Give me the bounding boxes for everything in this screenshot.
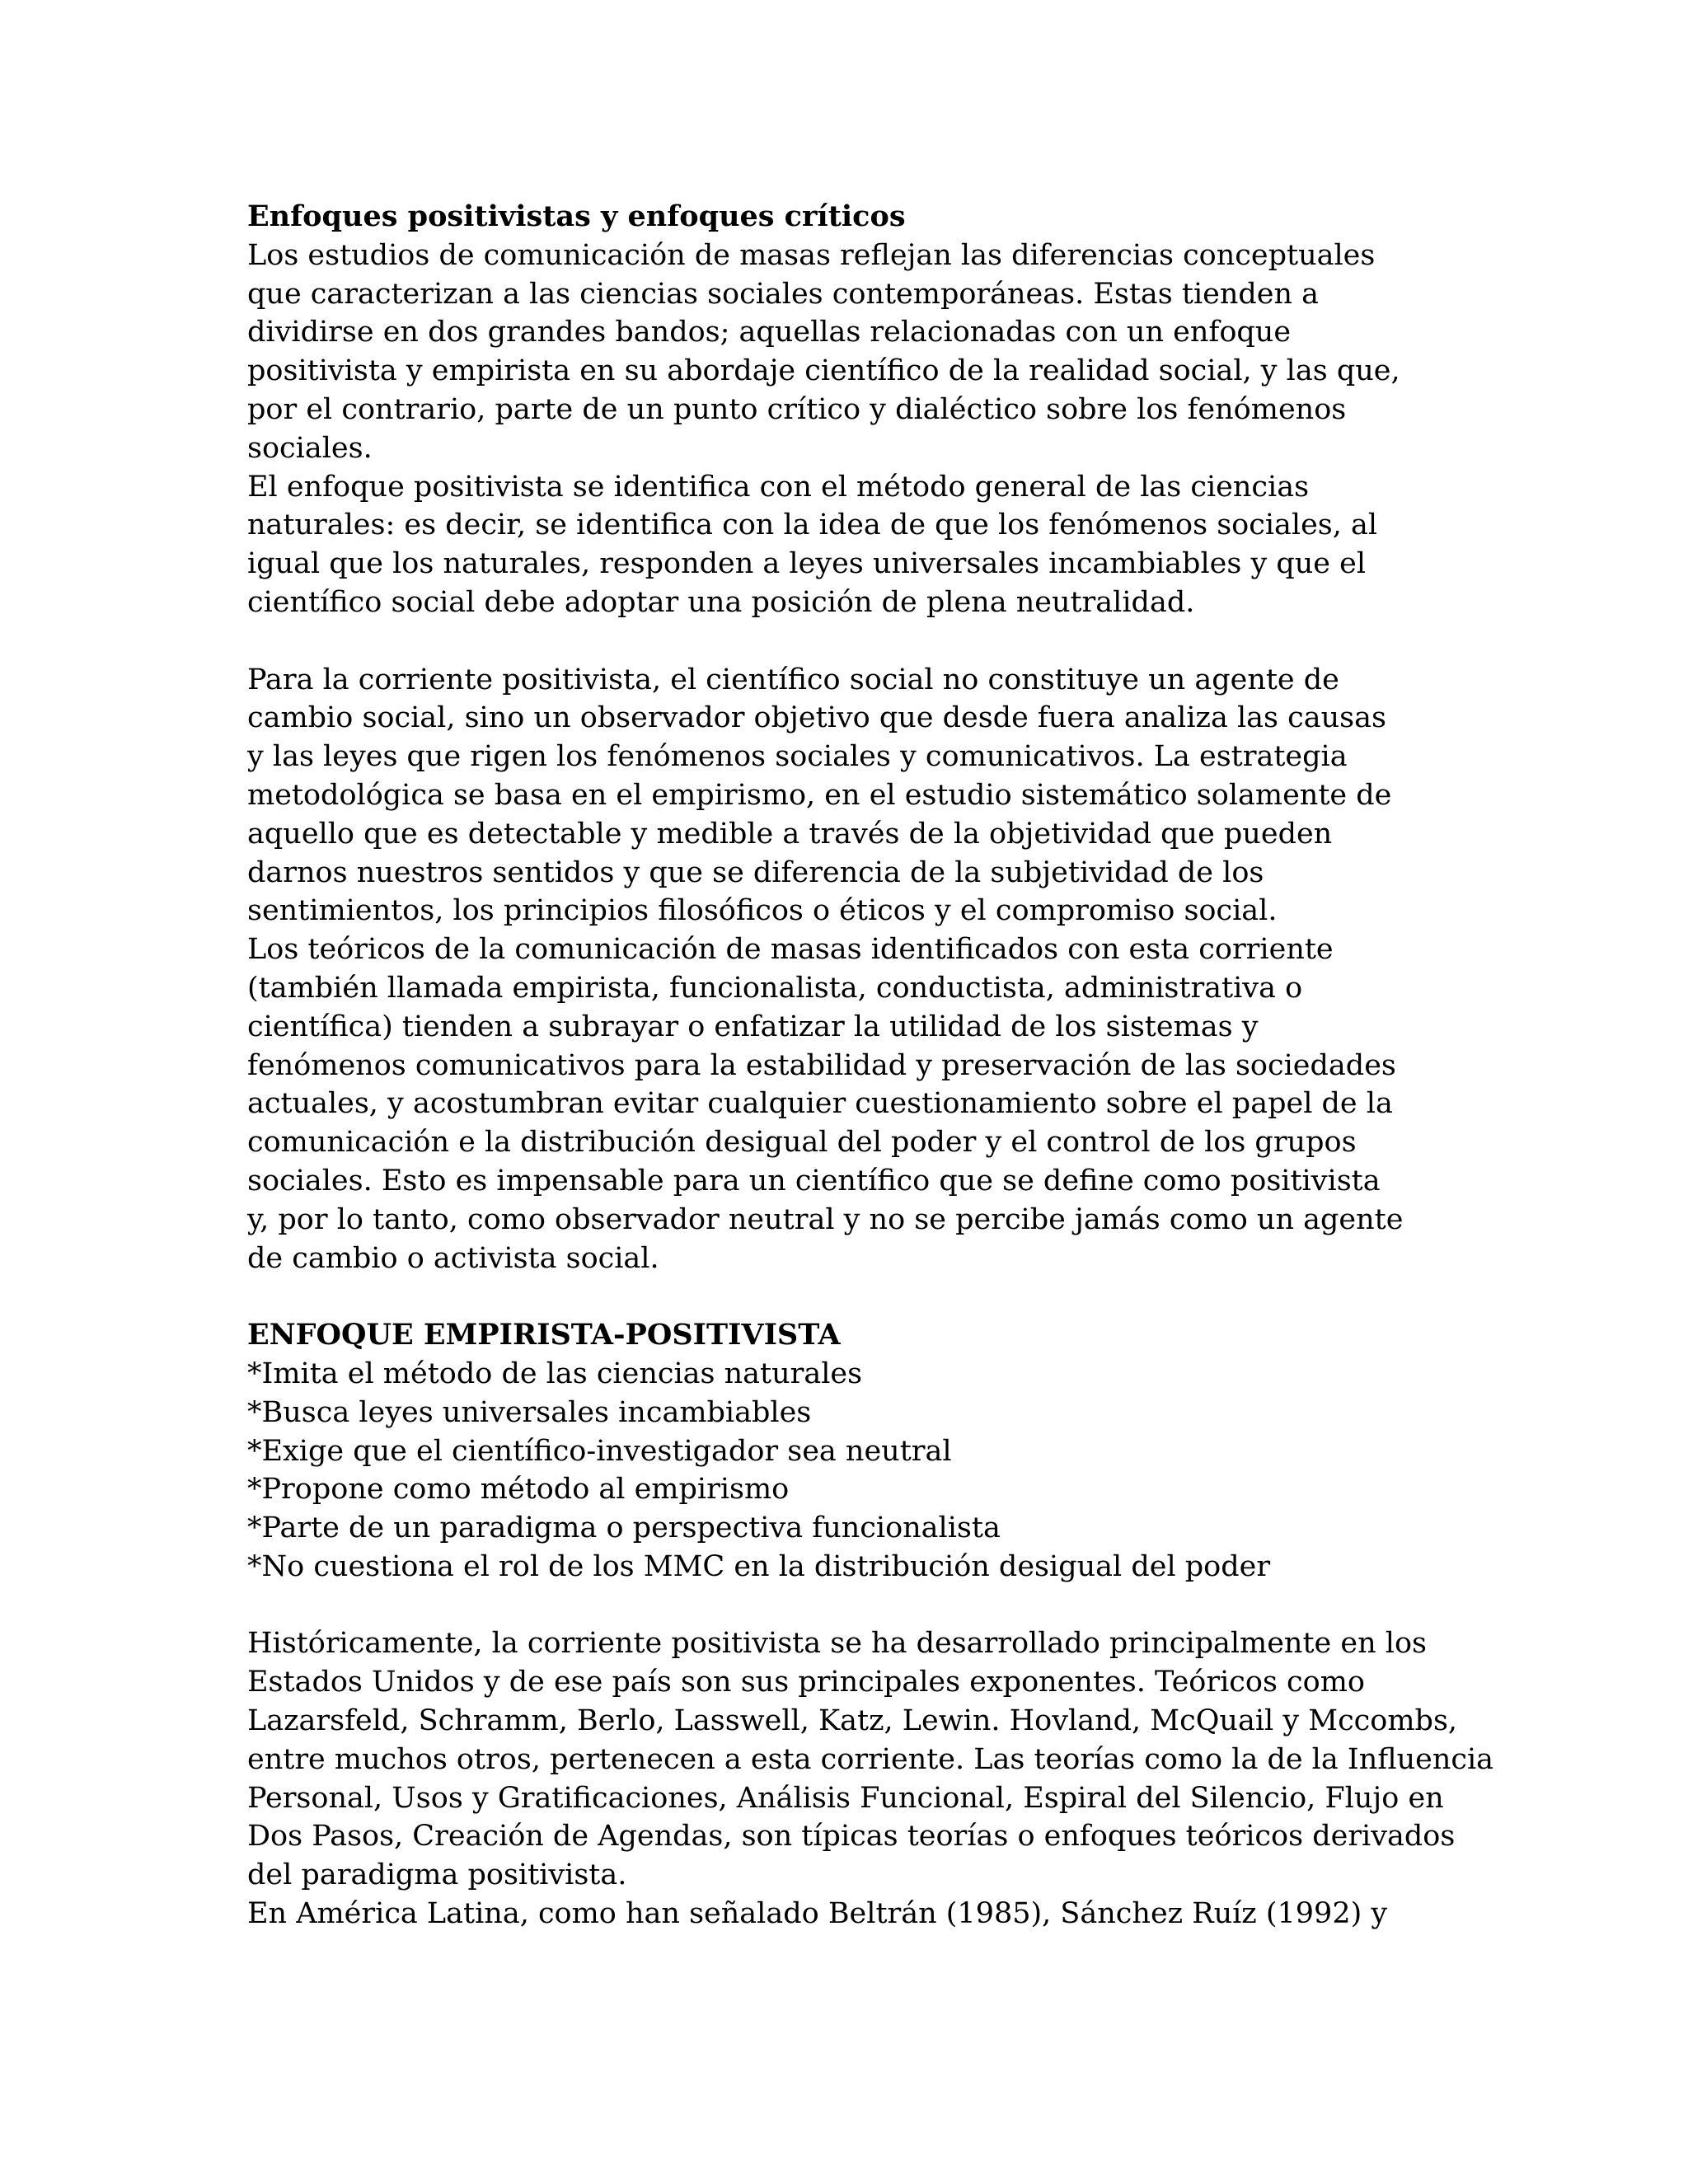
section-heading: Enfoques positivistas y enfoques críticos (247, 199, 906, 233)
text-line: fenómenos comunicativos para la estabilidad y preservación de las sociedades (247, 1048, 1396, 1082)
text-line: dividirse en dos grandes bandos; aquellas relacionadas con un enfoque (247, 316, 1292, 349)
text-line: del paradigma positivista. (247, 1858, 627, 1892)
text-line: Lazarsfeld, Schramm, Berlo, Lasswell, Katz, Lewin. Hovland, McQuail y Mccombs, (247, 1704, 1458, 1738)
paragraph-spacer (247, 622, 1467, 661)
text-line: Los estudios de comunicación de masas reflejan las diferencias conceptuales (247, 238, 1376, 272)
list-item: *Exige que el científico-investigador sea neutral (247, 1434, 952, 1468)
document-body (247, 198, 1494, 1933)
text-line: En América Latina, como han señalado Beltrán (1985), Sánchez Ruíz (1992) y (247, 1897, 1388, 1931)
text-line: darnos nuestros sentidos y que se diferencia de la subjetividad de los (247, 855, 1264, 889)
text-line: científica) tienden a subrayar o enfatizar la utilidad de los sistemas y (247, 1010, 1259, 1043)
text-line: sentimientos, los principios filosóficos o éticos y el compromiso social. (247, 894, 1278, 928)
text-line: igual que los naturales, responden a leyes universales incambiables y que el (247, 547, 1367, 581)
text-line: cambio social, sino un observador objetivo que desde fuera analiza las causas (247, 701, 1386, 735)
text-line: Estados Unidos y de ese país son sus principales exponentes. Teóricos como (247, 1666, 1365, 1699)
list-item: *Propone como método al empirismo (247, 1473, 790, 1507)
list-item: *No cuestiona el rol de los MMC en la distribución desigual del poder (247, 1549, 1271, 1583)
list-heading: ENFOQUE EMPIRISTA-POSITIVISTA (247, 1318, 841, 1352)
text-line: Para la corriente positivista, el científico social no constituye un agente de (247, 663, 1339, 696)
text-line: metodológica se basa en el empirismo, en el estudio sistemático solamente de (247, 778, 1392, 812)
text-line: naturales: es decir, se identifica con la idea de que los fenómenos sociales, al (247, 509, 1378, 542)
text-line: Dos Pasos, Creación de Agendas, son típicas teorías o enfoques teóricos derivados (247, 1820, 1456, 1854)
list-item: *Imita el método de las ciencias naturales (247, 1357, 863, 1390)
text-line: El enfoque positivista se identifica con el método general de las ciencias (247, 470, 1310, 504)
list-item: *Parte de un paradigma o perspectiva funcionalista (247, 1511, 1001, 1545)
paragraph-spacer (247, 1277, 1467, 1316)
text-line: y las leyes que rigen los fenómenos sociales y comunicativos. La estrategia (247, 740, 1348, 774)
list-item: *Busca leyes universales incambiables (247, 1395, 812, 1429)
text-line: sociales. Esto es impensable para un científico que se define como positivista (247, 1164, 1381, 1197)
text-line: aquello que es detectable y medible a través de la objetividad que pueden (247, 817, 1333, 851)
text-line: Históricamente, la corriente positivista se ha desarrollado principalmente en los (247, 1627, 1427, 1661)
text-line: que caracterizan a las ciencias sociales contemporáneas. Estas tienden a (247, 277, 1320, 311)
text-line: comunicación e la distribución desigual del poder y el control de los grupos (247, 1126, 1357, 1160)
text-line: actuales, y acostumbran evitar cualquier cuestionamiento sobre el papel de la (247, 1087, 1393, 1121)
text-line: entre muchos otros, pertenecen a esta corriente. Las teorías como la de la Influencia (247, 1742, 1494, 1776)
text-line: (también llamada empirista, funcionalista, conductista, administrativa o (247, 971, 1303, 1005)
text-line: positivista y empirista en su abordaje científico de la realidad social, y las que, (247, 354, 1400, 388)
text-line: sociales. (247, 431, 373, 465)
text-line: Los teóricos de la comunicación de masas identificados con esta corriente (247, 933, 1334, 967)
text-line: y, por lo tanto, como observador neutral y no se percibe jamás como un agente (247, 1202, 1404, 1236)
text-line: Personal, Usos y Gratificaciones, Análisis Funcional, Espiral del Silencio, Flujo en (247, 1781, 1444, 1815)
text-line: científico social debe adoptar una posición de plena neutralidad. (247, 585, 1195, 619)
text-line: de cambio o activista social. (247, 1241, 659, 1275)
text-line: por el contrario, parte de un punto crítico y dialéctico sobre los fenómenos (247, 392, 1347, 426)
paragraph-spacer (247, 1586, 1467, 1625)
